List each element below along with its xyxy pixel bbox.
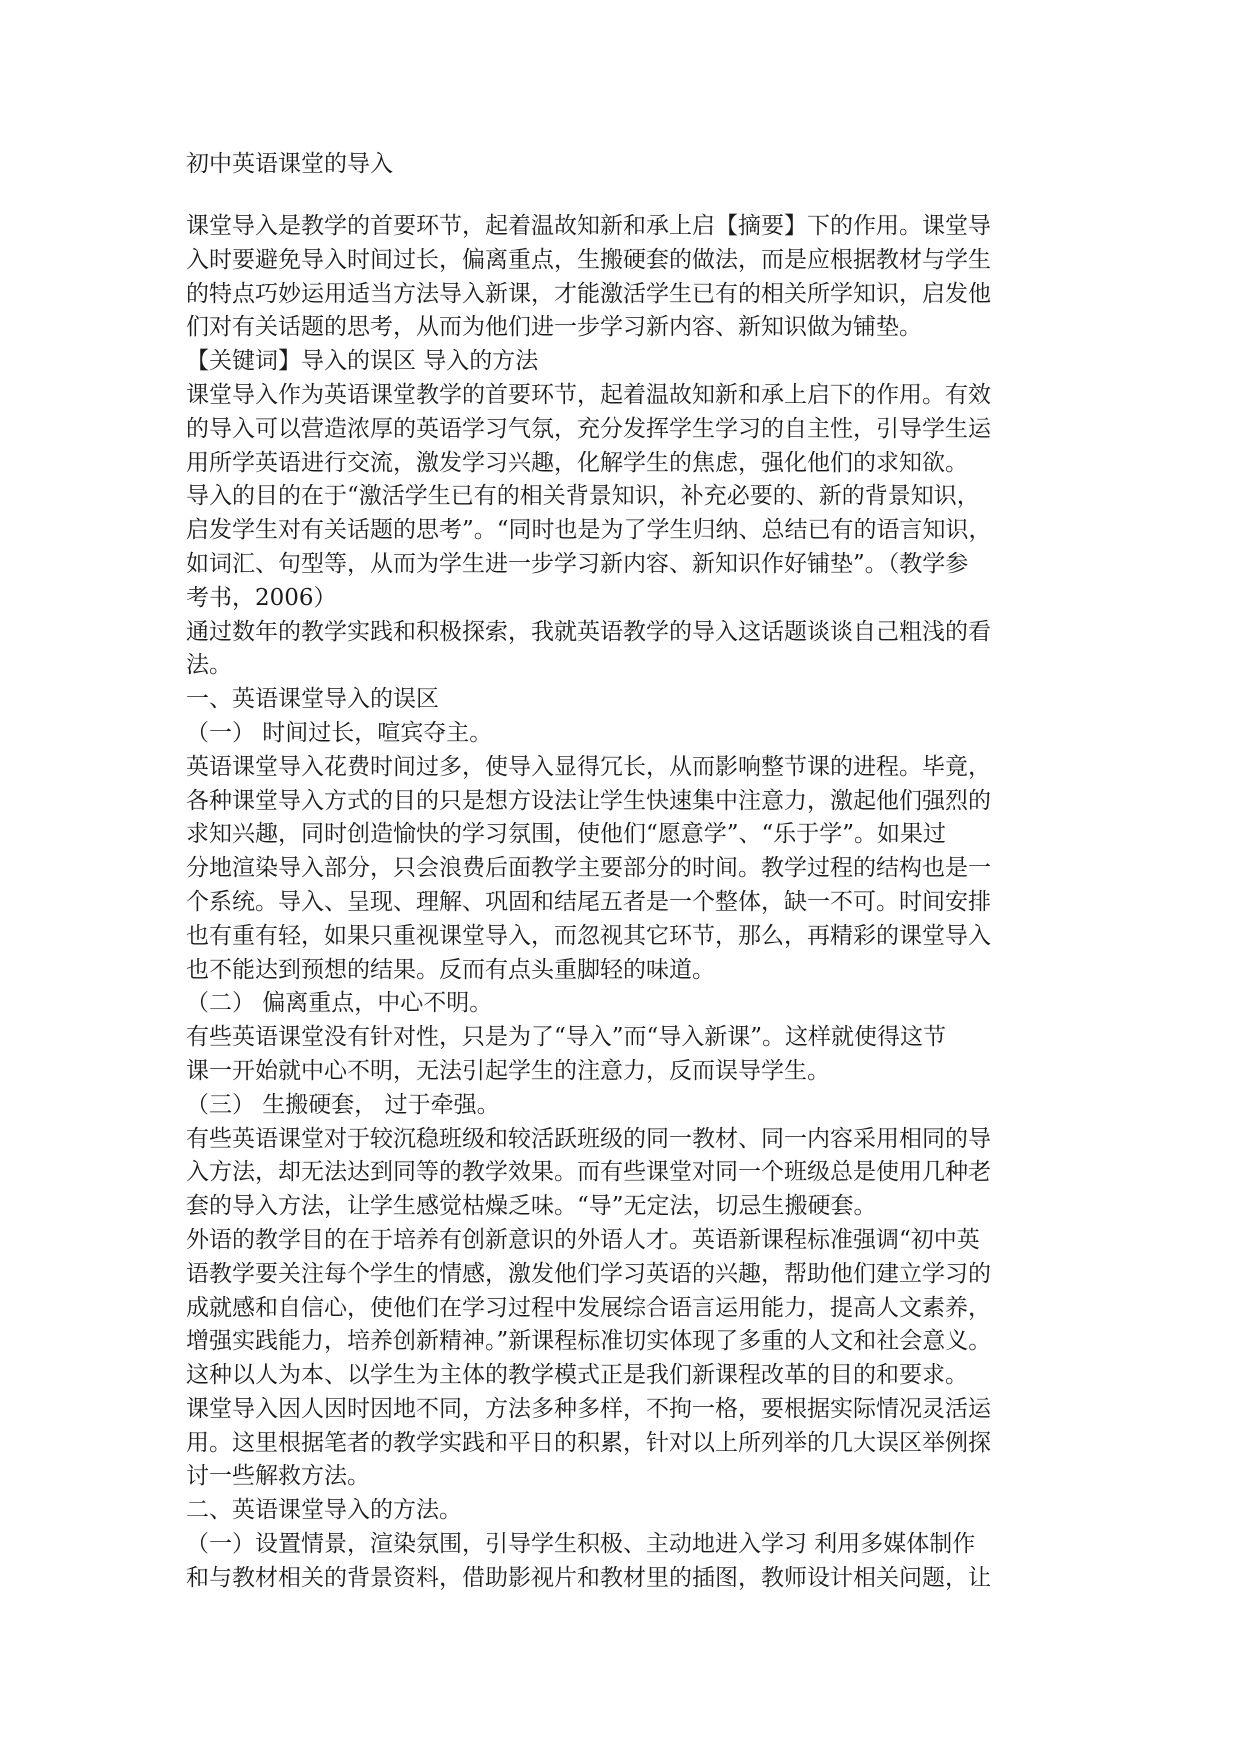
text-line: 课堂导入因人因时因地不同，方法多种多样，不拘一格，要根据实际情况灵活运 bbox=[186, 1395, 991, 1422]
document-title: 初中英语课堂的导入 bbox=[186, 151, 393, 177]
text-line: 讨一些解救方法。 bbox=[186, 1463, 370, 1490]
text-line: 也有重有轻，如果只重视课堂导入，而忽视其它环节，那么，再精彩的课堂导入 bbox=[186, 922, 991, 949]
text-line: 个系统。导入、呈现、理解、巩固和结尾五者是一个整体，缺一不可。时间安排 bbox=[186, 888, 991, 915]
text-line: 有些英语课堂没有针对性，只是为了“导入”而“导入新课”。这样就使得这节 bbox=[186, 1024, 947, 1051]
text-line: （三） 生搬硬套， 过于牵强。 bbox=[186, 1091, 500, 1118]
text-line: 和与教材相关的背景资料，借助影视片和教材里的插图，教师设计相关问题，让 bbox=[186, 1564, 991, 1591]
document-body bbox=[186, 210, 1056, 1596]
text-line: 入时要避免导入时间过长，偏离重点，生搬硬套的做法，而是应根据教材与学生 bbox=[186, 246, 991, 273]
text-line: 有些英语课堂对于较沉稳班级和较活跃班级的同一教材、同一内容采用相同的导 bbox=[186, 1125, 991, 1152]
text-line: 套的导入方法，让学生感觉枯燥乏味。“导”无定法，切忌生搬硬套。 bbox=[186, 1193, 877, 1220]
text-line: 如词汇、句型等，从而为学生进一步学习新内容、新知识作好铺垫”。（教学参 bbox=[186, 550, 969, 577]
text-line: 也不能达到预想的结果。反而有点头重脚轻的味道。 bbox=[186, 956, 715, 983]
text-line: 成就感和自信心，使他们在学习过程中发展综合语言运用能力，提高人文素养， bbox=[186, 1294, 991, 1321]
text-line: 增强实践能力，培养创新精神。”新课程标准切实体现了多重的人文和社会意义。 bbox=[186, 1328, 992, 1355]
text-line: 这种以人为本、以学生为主体的教学模式正是我们新课程改革的目的和要求。 bbox=[186, 1362, 968, 1389]
text-line: 启发学生对有关话题的思考”。“同时也是为了学生归纳、总结已有的语言知识， bbox=[186, 517, 992, 544]
text-line: 导入的目的在于“激活学生已有的相关背景知识，补充必要的、新的背景知识， bbox=[186, 483, 980, 510]
text-line: 英语课堂导入花费时间过多，使导入显得冗长，从而影响整节课的进程。毕竟， bbox=[186, 753, 991, 780]
text-line: （一） 时间过长，喧宾夺主。 bbox=[186, 719, 493, 746]
text-line: 各种课堂导入方式的目的只是想方设法让学生快速集中注意力，激起他们强烈的 bbox=[186, 787, 991, 814]
text-line: 外语的教学目的在于培养有创新意识的外语人才。英语新课程标准强调“初中英 bbox=[186, 1226, 980, 1253]
text-line: 的导入可以营造浓厚的英语学习气氛，充分发挥学生学习的自主性，引导学生运 bbox=[186, 415, 991, 442]
text-line: 入方法，却无法达到同等的教学效果。而有些课堂对同一个班级总是使用几种老 bbox=[186, 1159, 991, 1186]
text-line: 课一开始就中心不明，无法引起学生的注意力，反而误导学生。 bbox=[186, 1057, 830, 1084]
text-line: 的特点巧妙运用适当方法导入新课，才能激活学生已有的相关所学知识，启发他 bbox=[186, 280, 991, 307]
text-line: 【关键词】导入的误区 导入的方法 bbox=[186, 348, 539, 375]
text-line: 分地渲染导入部分，只会浪费后面教学主要部分的时间。教学过程的结构也是一 bbox=[186, 855, 991, 882]
text-line: 二、英语课堂导入的方法。 bbox=[186, 1497, 462, 1524]
text-line: （一）设置情景，渲染氛围，引导学生积极、主动地进入学习 利用多媒体制作 bbox=[186, 1531, 976, 1558]
text-line: 考书，2006） bbox=[186, 584, 337, 611]
text-line: 们对有关话题的思考，从而为他们进一步学习新内容、新知识做为铺垫。 bbox=[186, 314, 922, 341]
text-line: 一、英语课堂导入的误区 bbox=[186, 686, 439, 713]
text-line: （二） 偏离重点，中心不明。 bbox=[186, 990, 493, 1017]
text-line: 法。 bbox=[186, 652, 232, 679]
text-line: 课堂导入是教学的首要环节，起着温故知新和承上启【摘要】下的作用。课堂导 bbox=[186, 213, 991, 239]
text-line: 用所学英语进行交流，激发学习兴趣，化解学生的焦虑，强化他们的求知欲。 bbox=[186, 449, 968, 476]
text-line: 通过数年的教学实践和积极探索，我就英语教学的导入这话题谈谈自己粗浅的看 bbox=[186, 618, 991, 645]
text-line: 语教学要关注每个学生的情感，激发他们学习英语的兴趣，帮助他们建立学习的 bbox=[186, 1260, 991, 1287]
text-line: 用。这里根据笔者的教学实践和平日的积累，针对以上所列举的几大误区举例探 bbox=[186, 1429, 991, 1456]
text-line: 课堂导入作为英语课堂教学的首要环节，起着温故知新和承上启下的作用。有效 bbox=[186, 381, 991, 408]
text-line: 求知兴趣，同时创造愉快的学习氛围，使他们“愿意学”、“乐于学”。如果过 bbox=[186, 821, 947, 848]
